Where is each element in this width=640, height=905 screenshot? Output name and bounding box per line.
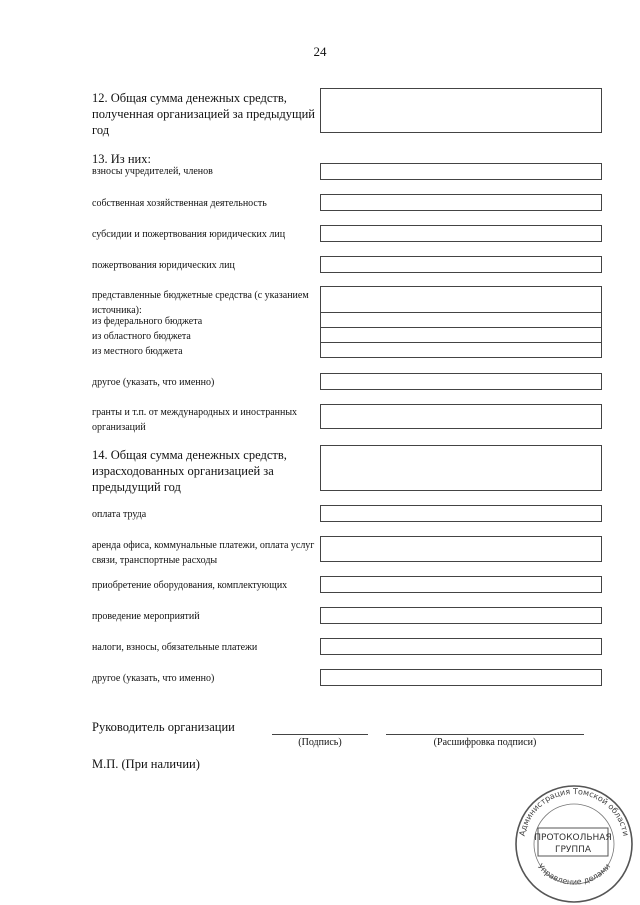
stamp-inner-line1: ПРОТОКОЛЬНАЯ (534, 833, 612, 843)
field-federal-budget[interactable] (320, 312, 602, 328)
field-other-expense[interactable] (320, 669, 602, 686)
stamp-bottom-text: Управление делами (535, 861, 613, 887)
label-other-expense: другое (указать, что именно) (92, 673, 215, 684)
signature-decode-caption: (Расшифровка подписи) (433, 737, 537, 748)
field-salary[interactable] (320, 505, 602, 522)
label-rent-utilities: аренда офиса, коммунальные платежи, оплата услуг связи, транспортные расходы (92, 540, 315, 566)
field-founders-fees[interactable] (320, 163, 602, 180)
stamp-inner-line2: ГРУППА (554, 845, 592, 855)
field-subsidies[interactable] (320, 225, 602, 242)
field-rent-utilities[interactable] (320, 536, 602, 562)
label-grants: гранты и т.п. от международных и иностранных организаций (92, 407, 298, 433)
stamp-outer-text: Администрация Томской области (517, 786, 631, 837)
head-of-organization-label: Руководитель организации (92, 720, 235, 734)
label-events: проведение мероприятий (92, 611, 200, 622)
field-donations[interactable] (320, 256, 602, 273)
official-stamp (512, 780, 636, 904)
field-own-business[interactable] (320, 194, 602, 211)
page-number: 24 (313, 44, 327, 59)
field-budget-funds[interactable] (320, 286, 602, 313)
label-subsidies: субсидии и пожертвования юридических лиц (92, 229, 286, 240)
field-equipment[interactable] (320, 576, 602, 593)
signature-caption: (Подпись) (298, 737, 342, 748)
label-federal-budget: из федерального бюджета (92, 316, 203, 327)
label-total-received: 12. Общая сумма денежных средств, полученная организацией за предыдущий год (92, 91, 315, 137)
signature-decode-line[interactable] (386, 734, 584, 735)
label-regional-budget: из областного бюджета (92, 331, 191, 342)
field-other-income[interactable] (320, 373, 602, 390)
field-events[interactable] (320, 607, 602, 624)
seal-label: М.П. (При наличии) (92, 757, 200, 771)
field-grants[interactable] (320, 404, 602, 429)
field-total-spent[interactable] (320, 445, 602, 491)
signature-line[interactable] (272, 734, 368, 735)
label-taxes: налоги, взносы, обязательные платежи (92, 642, 258, 653)
label-other-income: другое (указать, что именно) (92, 377, 215, 388)
label-donations: пожертвования юридических лиц (92, 260, 235, 271)
label-own-business: собственная хозяйственная деятельность (92, 198, 267, 209)
field-regional-budget[interactable] (320, 327, 602, 343)
label-budget-funds: представленные бюджетные средства (с указанием источника): (92, 290, 309, 316)
field-total-received[interactable] (320, 88, 602, 133)
label-founders-fees: взносы учредителей, членов (92, 166, 213, 177)
label-local-budget: из местного бюджета (92, 346, 183, 357)
field-taxes[interactable] (320, 638, 602, 655)
label-total-spent: 14. Общая сумма денежных средств, израсходованных организацией за предыдущий год (92, 448, 287, 494)
label-salary: оплата труда (92, 509, 147, 520)
label-equipment: приобретение оборудования, комплектующих (92, 580, 288, 591)
field-local-budget[interactable] (320, 342, 602, 358)
label-of-them: 13. Из них: (92, 152, 151, 166)
